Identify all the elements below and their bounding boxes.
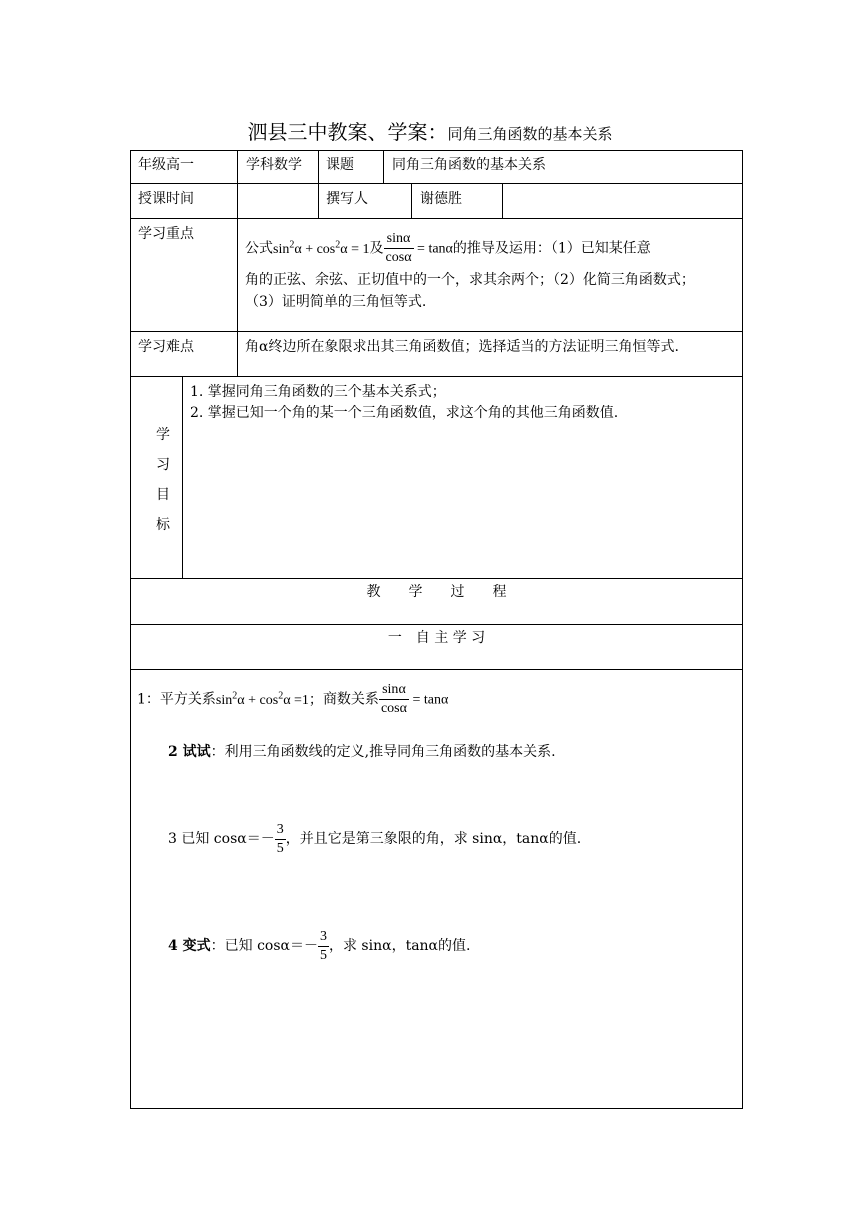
row-divider — [130, 669, 743, 670]
row-divider — [130, 624, 743, 625]
objectives-label-char: 标 — [156, 517, 170, 533]
topic-label: 课题 — [326, 157, 354, 173]
page-title-main: 泗县三中教案、学案： — [247, 120, 448, 144]
question-2 — [168, 742, 556, 762]
formula-and: 及 — [369, 240, 384, 257]
formula-identity: $\sin^2\alpha + \cos^2\alpha = 1$ — [273, 239, 370, 257]
author-label: 撰写人 — [326, 191, 368, 207]
page-title — [0, 116, 860, 145]
col-divider — [237, 150, 238, 332]
row-divider — [130, 578, 743, 579]
row-divider — [130, 218, 743, 219]
col-divider — [502, 183, 503, 219]
row-divider — [130, 183, 743, 184]
topic-value: 同角三角函数的基本关系 — [392, 157, 546, 173]
question-1: 1：平方关系$\sin^2\alpha + \cos^2\alpha =1$；商数关系 $\frac{\sin\alpha}{\cos\alpha}$ = tanα — [137, 682, 449, 717]
objectives-label-char: 学 — [156, 427, 170, 443]
key-points-line1: 公式$\sin^2\alpha + \cos^2\alpha = 1$及 $\frac{\sin\alpha}{\cos\alpha}$ = tanα的推导及运用：（1）已知某任意 — [245, 231, 651, 266]
objective-item: 1. 掌握同角三角函数的三个基本关系式； — [190, 384, 446, 400]
section-header: 一 自 主 学 习 — [387, 630, 486, 646]
difficulty-text: 角α终边所在象限求出其三角函数值；选择适当的方法证明三角恒等式. — [245, 339, 679, 355]
process-header: 教 学 过 程 — [366, 584, 507, 600]
objectives-label-char: 目 — [156, 487, 170, 503]
col-divider — [237, 331, 238, 377]
formula-prefix: 公式 — [245, 240, 273, 257]
question-3: 3 已知 cosα＝－ $\frac{3}{5}$ ，并且它是第三象限的角，求 sinα，tanα的值. — [168, 821, 582, 856]
square-relation: $\sin^2\alpha + \cos^2\alpha =1$； — [215, 690, 323, 708]
key-points-line2: 角的正弦、余弦、正切值中的一个，求其余两个；（2）化简三角函数式； — [245, 272, 695, 288]
subject-cell: 学科数学 — [246, 157, 302, 173]
row-divider — [130, 331, 743, 332]
author-value: 谢德胜 — [420, 191, 462, 207]
neg-three-fifths-fraction: $\frac{3}{5}$ — [319, 928, 327, 963]
time-label: 授课时间 — [138, 191, 194, 207]
objectives-label-char: 习 — [156, 457, 170, 473]
key-points-line3: （3）证明简单的三角恒等式. — [245, 294, 427, 310]
question-4: 4 变式：已知 cosα＝－ $\frac{3}{5}$ ，求 sinα，tanα的值. — [168, 928, 471, 963]
col-divider — [383, 150, 384, 184]
quotient-fraction: $\frac{\sin\alpha}{\cos\alpha}$ — [380, 682, 407, 717]
page-title-sub: 同角三角函数的基本关系 — [447, 125, 613, 143]
question-4-label: 4 变式 — [168, 938, 211, 954]
question-2-text: ：利用三角函数线的定义,推导同角三角函数的基本关系. — [210, 744, 556, 760]
neg-three-fifths-fraction: $\frac{3}{5}$ — [276, 821, 284, 856]
row-divider — [130, 376, 743, 377]
key-points-label: 学习重点 — [138, 226, 194, 242]
col-divider — [318, 150, 319, 219]
question-2-label: 2 试试 — [168, 744, 211, 760]
difficulty-label: 学习难点 — [138, 339, 194, 355]
grade-cell: 年级高一 — [138, 157, 194, 173]
col-divider — [182, 376, 183, 579]
key-points-line1-rest: 的推导及运用：（1）已知某任意 — [452, 240, 651, 257]
col-divider — [411, 183, 412, 219]
sin-over-cos-fraction: $\frac{\sin\alpha}{\cos\alpha}$ — [385, 231, 412, 266]
objective-item: 2. 掌握已知一个角的某一个三角函数值，求这个角的其他三角函数值. — [190, 405, 619, 421]
